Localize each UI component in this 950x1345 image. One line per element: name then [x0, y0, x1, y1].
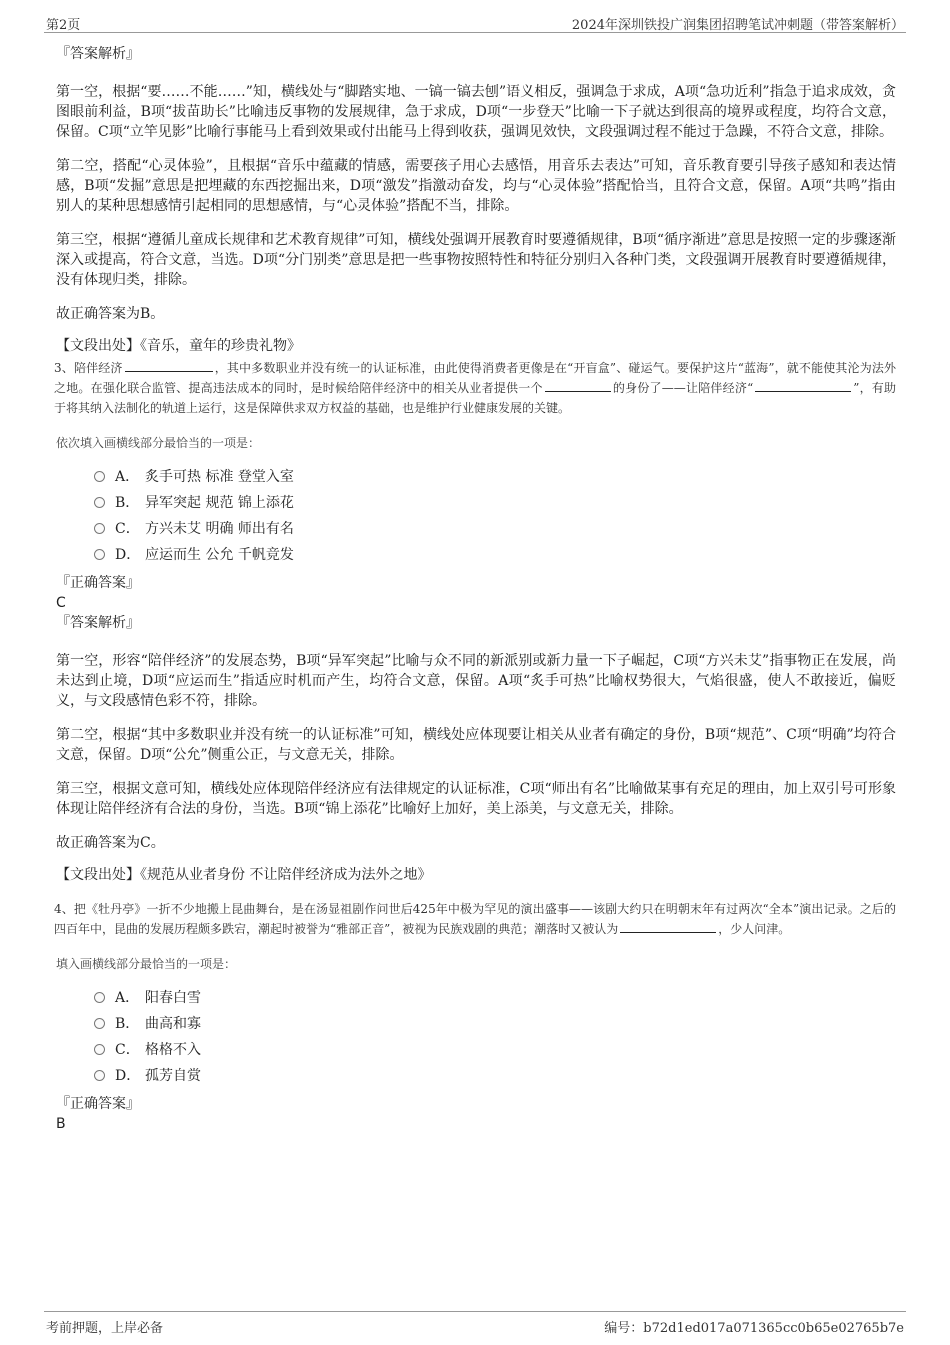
analysis-paragraph: 第三空，根据“遵循儿童成长规律和艺术教育规律”可知，横线处强调开展教育时要遵循规律，B项“循序渐进”意思是按照一定的步骤逐渐深入或提高，符合文意，当选。D项“分门别类”意思是把一些事物按照特性和特征分别归入各种门类，文段强调开展教育时要遵循规律，没有体现归类，排除。	[56, 232, 896, 288]
analysis-tag: 『答案解析』	[56, 615, 140, 631]
radio-icon[interactable]	[94, 1070, 105, 1081]
answer-blank	[755, 379, 851, 392]
question-prompt: 填入画横线部分最恰当的一项是：	[56, 957, 237, 971]
options-list	[94, 463, 896, 567]
radio-icon[interactable]	[94, 497, 105, 508]
conclusion: 故正确答案为B。	[56, 306, 165, 322]
question-stem: 4、把《牡丹亭》一折不少地搬上昆曲舞台，是在汤显祖剧作问世后425年中极为罕见的演出盛事——该剧大约只在明朝末年有过两次“全本”演出记录。之后的四百年中，昆曲的发展历程颇多跌宕，潮起时被誉为“雅部正音”，被视为民族戏剧的典范；潮落时又被认为 ，少人问津。	[54, 902, 896, 936]
option-a[interactable]: A． 炙手可热 标准 登堂入室	[94, 463, 896, 489]
answer-tag: 『正确答案』	[56, 1096, 140, 1112]
radio-icon[interactable]	[94, 1018, 105, 1029]
analysis-paragraph: 第二空，搭配“心灵体验”，且根据“音乐中蕴藏的情感，需要孩子用心去感悟，用音乐去表达”可知，音乐教育要引导孩子感知和表达情感，B项“发掘”意思是把埋藏的东西挖掘出来，D项“激发”指激动奋发，均与“心灵体验”搭配恰当，且符合文意，保留。A项“共鸣”指由别人的某种思想感情引起相同的思想感情，与“心灵体验”搭配不当，排除。	[56, 158, 896, 214]
correct-answer: C	[56, 595, 66, 611]
footer-slogan: 考前押题，上岸必备	[46, 1321, 164, 1336]
option-b[interactable]: B． 曲高和寡	[94, 1010, 896, 1036]
answer-tag: 『正确答案』	[56, 575, 140, 591]
analysis-paragraph: 第三空，根据文意可知，横线处应体现陪伴经济应有法律规定的认证标准，C项“师出有名”比喻做某事有充足的理由，加上双引号可形象体现让陪伴经济有合法的身份，当选。B项“锦上添花”比喻好上加好，美上添美，与文意无关，排除。	[56, 781, 896, 817]
correct-answer: B	[56, 1116, 66, 1132]
analysis-paragraph: 第一空，形容“陪伴经济”的发展态势，B项“异军突起”比喻与众不同的新派别或新力量一下子崛起，C项“方兴未艾”指事物正在发展，尚未达到止境，D项“应运而生”指适应时机而产生，均符合文意，保留。A项“炙手可热”比喻权势很大，气焰很盛，使人不敢接近，偏贬义，与文段感情色彩不符，排除。	[56, 653, 896, 709]
page-content	[56, 44, 896, 1134]
option-c[interactable]: C． 格格不入	[94, 1036, 896, 1062]
conclusion: 故正确答案为C。	[56, 835, 165, 851]
page-footer	[44, 1311, 906, 1338]
page-header	[44, 10, 906, 33]
source-citation: 【文段出处】《规范从业者身份 不让陪伴经济成为法外之地》	[56, 867, 432, 883]
option-d[interactable]: D． 应运而生 公允 千帆竞发	[94, 541, 896, 567]
option-d[interactable]: D． 孤芳自赏	[94, 1062, 896, 1088]
answer-blank	[545, 379, 611, 392]
option-b[interactable]: B． 异军突起 规范 锦上添花	[94, 489, 896, 515]
page-number: 第2页	[46, 18, 81, 33]
options-list	[94, 984, 896, 1088]
answer-blank	[125, 359, 213, 372]
question-prompt: 依次填入画横线部分最恰当的一项是：	[56, 436, 261, 450]
radio-icon[interactable]	[94, 471, 105, 482]
source-citation: 【文段出处】《音乐，童年的珍贵礼物》	[56, 338, 301, 354]
analysis-paragraph: 第一空，根据“要……不能……”知，横线处与“脚踏实地、一镐一镐去刨”语义相反，强调急于求成，A项“急功近利”指急于追求成效，贪图眼前利益，B项“拔苗助长”比喻违反事物的发展规律，急于求成，D项“一步登天”比喻一下子就达到很高的境界或程度，均符合文意，保留。C项“立竿见影”比喻行事能马上看到效果或付出能马上得到收获，强调见效快，文段强调过程不能过于急躁，不符合文意，排除。	[56, 84, 896, 140]
radio-icon[interactable]	[94, 523, 105, 534]
analysis-tag: 『答案解析』	[56, 46, 140, 62]
option-c[interactable]: C． 方兴未艾 明确 师出有名	[94, 515, 896, 541]
radio-icon[interactable]	[94, 549, 105, 560]
document-title: 2024年深圳铁投广润集团招聘笔试冲刺题（带答案解析）	[571, 18, 904, 33]
question-stem: 3、陪伴经济 ，其中多数职业并没有统一的认证标准，由此使得消费者更像是在“开盲盒”、碰运气。要保护这片“蓝海”，就不能使其沦为法外之地。在强化联合监管、提高违法成本的同时，是时候给陪伴经济中的相关从业者提供一个 的身份了——让陪伴经济“ ”，有助于将其纳入法制化的轨道上运行，这是保障供求双方权益的基础，也是维护行业健康发展的关键。	[54, 361, 897, 415]
radio-icon[interactable]	[94, 992, 105, 1003]
answer-blank	[620, 920, 716, 933]
document-code: 编号：b72d1ed017a071365cc0b65e02765b7e	[604, 1321, 904, 1336]
option-a[interactable]: A． 阳春白雪	[94, 984, 896, 1010]
radio-icon[interactable]	[94, 1044, 105, 1055]
analysis-paragraph: 第二空，根据“其中多数职业并没有统一的认证标准”可知，横线处应体现要让相关从业者有确定的身份，B项“规范”、C项“明确”均符合文意，保留。D项“公允”侧重公正，与文意无关，排除。	[56, 727, 896, 763]
